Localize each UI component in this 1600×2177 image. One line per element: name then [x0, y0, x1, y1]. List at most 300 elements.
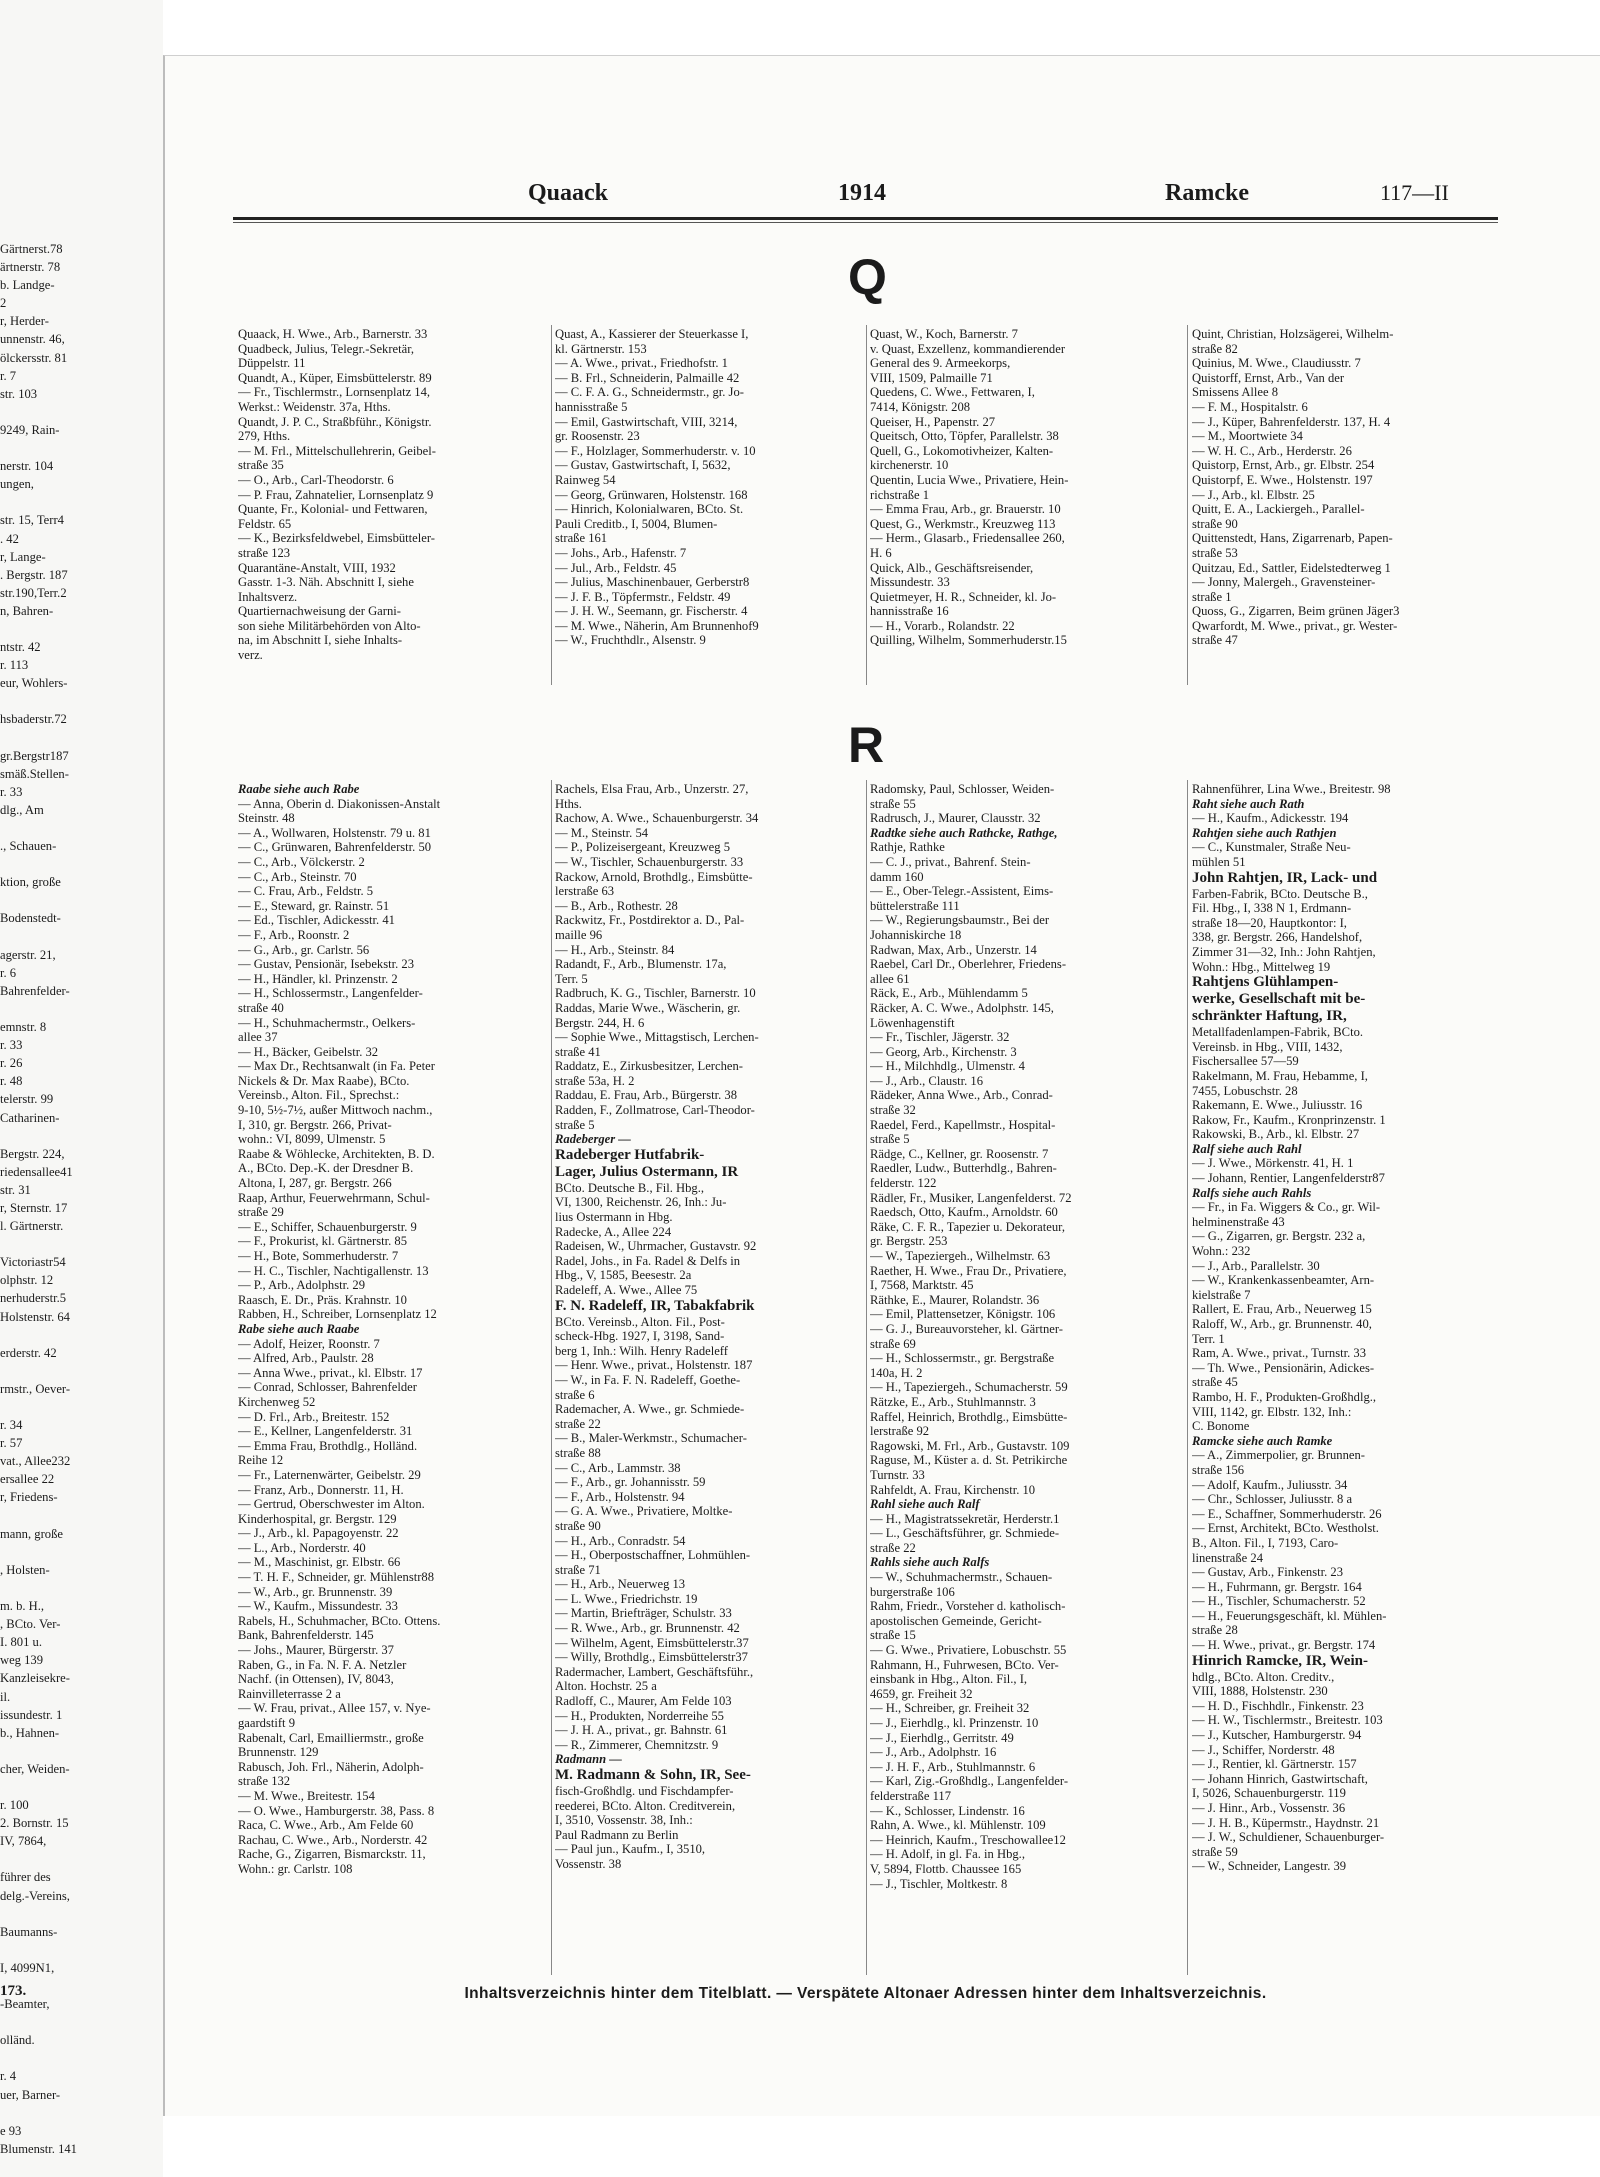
entry-line: — D. Frl., Arb., Breitestr. 152 — [238, 1409, 390, 1424]
adjacent-page-line — [0, 692, 155, 710]
entry-line: Quarantäne-Anstalt, VIII, 1932 — [238, 560, 396, 575]
entry-line: straße 1 — [1192, 589, 1232, 604]
entry-line: straße 29 — [238, 1205, 284, 1220]
entry-line: — W. Frau, privat., Allee 157, v. Nye- — [238, 1701, 431, 1716]
entry-line: werke, Gesellschaft mit be- — [1192, 991, 1366, 1008]
entry-line: — H., Oberpostschaffner, Lohmühlen- — [555, 1548, 751, 1563]
adjacent-page-line — [0, 819, 155, 837]
adjacent-page-line: agerstr. 21, — [0, 947, 56, 962]
entry-line: Radandt, F., Arb., Blumenstr. 17a, — [555, 957, 727, 972]
adjacent-page-line: 2 — [0, 296, 7, 311]
entry-line: — Martin, Briefträger, Schulstr. 33 — [555, 1606, 732, 1621]
entry-line: Rädge, C., Kellner, gr. Roosenstr. 7 — [870, 1146, 1049, 1161]
entry-line: 338, gr. Bergstr. 266, Handelshof, — [1192, 930, 1363, 945]
entry-line: — G., Zigarren, gr. Bergstr. 232 a, — [1192, 1229, 1366, 1244]
adjacent-page-line: r. 7 — [0, 368, 17, 383]
entry-line: Rachow, A. Wwe., Schauenburgerstr. 34 — [555, 811, 759, 826]
entry-line: C. Bonome — [1192, 1419, 1250, 1434]
entry-line: — Gustav, Arb., Finkenstr. 23 — [1192, 1565, 1344, 1580]
adjacent-page-line — [0, 1000, 155, 1018]
entry-line: Radrusch, J., Maurer, Clausstr. 32 — [870, 811, 1041, 826]
entry-line: Rabe siehe auch Raabe — [238, 1321, 360, 1336]
entry-line: linenstraße 24 — [1192, 1550, 1263, 1565]
adjacent-page-line: Baumanns- — [0, 1924, 58, 1939]
entry-line: — J., Kutscher, Hamburgerstr. 94 — [1192, 1728, 1362, 1743]
entry-line: Raap, Arthur, Feuerwehrmann, Schul- — [238, 1190, 430, 1205]
entry-line: — Johs., Maurer, Bürgerstr. 37 — [238, 1643, 394, 1658]
entry-line: Metallfadenlampen-Fabrik, BCto. — [1192, 1025, 1364, 1040]
adjacent-page-line: str. 15, Terr4 — [0, 513, 64, 528]
entry-line: — Georg, Arb., Kirchenstr. 3 — [870, 1044, 1017, 1059]
entry-line: Radomsky, Paul, Schlosser, Weiden- — [870, 782, 1055, 796]
entry-line: — C. F. A. G., Schneidermstr., gr. Jo- — [555, 385, 744, 400]
entry-line: kl. Gärtnerstr. 153 — [555, 341, 647, 356]
entry-line: — Fr., Laternenwärter, Geibelstr. 29 — [238, 1467, 421, 1482]
adjacent-page-line — [0, 1905, 155, 1923]
entry-line: straße 59 — [1192, 1844, 1238, 1859]
entry-line: damm 160 — [870, 869, 924, 884]
column-divider — [1187, 325, 1188, 685]
entry-line: straße 41 — [555, 1044, 601, 1059]
entry-line: Ragowski, M. Frl., Arb., Gustavstr. 109 — [870, 1438, 1070, 1453]
entry-line: — Adolf, Heizer, Roonstr. 7 — [238, 1336, 380, 1351]
entry-line: Rache, G., Zigarren, Bismarckstr. 11, — [238, 1847, 426, 1862]
entry-line: Rahtjen siehe auch Rathjen — [1192, 825, 1337, 840]
adjacent-page-line: eur, Wohlers- — [0, 676, 68, 691]
entry-line: — Max Dr., Rechtsanwalt (in Fa. Peter — [238, 1059, 435, 1074]
entry-line: 140a, H. 2 — [870, 1365, 923, 1380]
entry-line: apostolischen Gemeinde, Gericht- — [870, 1613, 1042, 1628]
adjacent-page-line: ölckersstr. 81 — [0, 350, 68, 365]
entry-line: Gasstr. 1-3. Näh. Abschnitt I, siehe — [238, 575, 414, 590]
entry-line: straße 6 — [555, 1387, 595, 1402]
column-divider — [551, 780, 552, 1975]
entry-line: maille 96 — [555, 927, 603, 942]
entry-line: BCto. Vereinsb., Alton. Fil., Post- — [555, 1314, 725, 1329]
entry-line: — J. F. B., Töpfermstr., Feldstr. 49 — [555, 589, 731, 604]
entry-line: straße 88 — [555, 1445, 601, 1460]
entry-line: Rallert, E. Frau, Arb., Neuerweg 15 — [1192, 1302, 1372, 1317]
entry-line: Rahtjens Glühlampen- — [1192, 974, 1339, 991]
entry-line: straße 15 — [870, 1628, 916, 1643]
entry-line: Raabe & Wöhlecke, Architekten, B. D. — [238, 1146, 435, 1161]
entry-line: — E., Steward, gr. Rainstr. 51 — [238, 898, 390, 913]
entry-line: — H., Schlossermstr., gr. Bergstraße — [870, 1351, 1055, 1366]
entry-line: — H., Magistratssekretär, Herderstr.1 — [870, 1511, 1060, 1526]
adjacent-page-line: r. 4 — [0, 2069, 17, 2084]
entry-line: — Julius, Maschinenbauer, Gerberstr8 — [555, 575, 750, 590]
entry-line: mühlen 51 — [1192, 854, 1246, 869]
entry-line: — W., in Fa. F. N. Radeleff, Goethe- — [555, 1372, 741, 1387]
header-rule-thin — [233, 222, 1498, 223]
entry-line: John Rahtjen, IR, Lack- und — [1192, 869, 1378, 886]
entry-line: — J., Eierhdlg., Gerritstr. 49 — [870, 1730, 1014, 1745]
adjacent-page-line — [0, 1127, 155, 1145]
entry-line: Reihe 12 — [238, 1453, 284, 1468]
entry-line: — B., Arb., Rothestr. 28 — [555, 898, 678, 913]
entry-line: Rathje, Rathke — [870, 840, 945, 855]
entry-line: — O., Arb., Carl-Theodorstr. 6 — [238, 472, 394, 487]
entry-line: H. 6 — [870, 545, 892, 560]
entry-line: — W., Arb., gr. Brunnenstr. 39 — [238, 1584, 393, 1599]
entry-line: Rademacher, A. Wwe., gr. Schmiede- — [555, 1402, 745, 1417]
adjacent-page-line: n, Bahren- — [0, 603, 54, 618]
entry-line: Radloff, C., Maurer, Am Felde 103 — [555, 1694, 732, 1709]
entry-line: I, 310, gr. Bergstr. 266, Privat- — [238, 1117, 392, 1132]
entry-line: — P., Polizeisergeant, Kreuzweg 5 — [555, 840, 730, 855]
entry-line: — Jul., Arb., Feldstr. 45 — [555, 560, 677, 575]
entry-line: — Emil, Gastwirtschaft, VIII, 3214, — [555, 414, 738, 429]
entry-line: Terr. 5 — [555, 971, 588, 986]
entry-line: B., Alton. Fil., I, 7193, Caro- — [1192, 1535, 1339, 1550]
entry-line: — J., Schiffer, Norderstr. 48 — [1192, 1742, 1335, 1757]
entry-line: Radeisen, W., Uhrmacher, Gustavstr. 92 — [555, 1239, 757, 1254]
entry-line: straße 69 — [870, 1336, 916, 1351]
adjacent-page-line: Bodenstedt- — [0, 911, 61, 926]
entry-line: VI, 1300, Reichenstr. 26, Inh.: Ju- — [555, 1195, 727, 1210]
entry-line: Quick, Alb., Geschäftsreisender, — [870, 560, 1034, 575]
section-letter-q: Q — [848, 249, 887, 305]
adjacent-page-line: weg 139 — [0, 1653, 44, 1668]
entry-line: Quedens, C. Wwe., Fettwaren, I, — [870, 385, 1035, 400]
adjacent-page-line: unnenstr. 46, — [0, 332, 65, 347]
entry-line: Quast, W., Koch, Barnerstr. 7 — [870, 327, 1018, 341]
entry-line: Rahmann, H., Fuhrwesen, BCto. Ver- — [870, 1657, 1059, 1672]
entry-line: — J., Arb., Adolphstr. 16 — [870, 1745, 997, 1760]
entry-line: Radbruch, K. G., Tischler, Barnerstr. 10 — [555, 986, 756, 1001]
entry-line: — H. W., Tischlermstr., Breitestr. 103 — [1192, 1713, 1383, 1728]
entry-line: Raabe siehe auch Rabe — [238, 782, 360, 796]
entry-line: I, 5026, Schauenburgerstr. 119 — [1192, 1786, 1346, 1801]
entry-line: Rainvilleterrasse 2 a — [238, 1686, 341, 1701]
entry-line: Rachau, C. Wwe., Arb., Norderstr. 42 — [238, 1832, 428, 1847]
adjacent-page-line: nerhuderstr.5 — [0, 1291, 67, 1306]
entry-line: gr. Bergstr. 253 — [870, 1234, 948, 1249]
entry-line: — M., Maschinist, gr. Elbstr. 66 — [238, 1555, 401, 1570]
entry-line: Quoss, G., Zigarren, Beim grünen Jäger3 — [1192, 604, 1400, 619]
entry-line: — W., Fruchthdlr., Alsenstr. 9 — [555, 633, 706, 648]
entry-line: — Emil, Plattensetzer, Königstr. 106 — [870, 1307, 1056, 1322]
entry-line: Johanniskirche 18 — [870, 927, 962, 942]
adjacent-page-line: il. — [0, 1689, 11, 1704]
adjacent-page-line: uer, Barner- — [0, 2087, 61, 2102]
entry-line: V, 5894, Flottb. Chaussee 165 — [870, 1861, 1022, 1876]
entry-line: Radmann — — [555, 1752, 622, 1767]
adjacent-page-line — [0, 2049, 155, 2067]
entry-line: Raffel, Heinrich, Brothdlg., Eimsbütte- — [870, 1409, 1068, 1424]
entry-line: straße 71 — [555, 1562, 601, 1577]
entry-line: — Ernst, Architekt, BCto. Westholst. — [1192, 1521, 1379, 1536]
entry-line: — E., Schiffer, Schauenburgerstr. 9 — [238, 1219, 417, 1234]
entry-line: Wohn.: 232 — [1192, 1244, 1251, 1259]
adjacent-page-line: Holstenstr. 64 — [0, 1309, 70, 1324]
adjacent-page-line: I, 4099N1, — [0, 1960, 55, 1975]
entry-line: Radel, Johs., in Fa. Radel & Delfs in — [555, 1253, 741, 1268]
entry-line: Raedel, Ferd., Kapellmstr., Hospital- — [870, 1117, 1056, 1132]
entry-line: gaardstift 9 — [238, 1716, 296, 1730]
entry-line: Smissens Allee 8 — [1192, 385, 1279, 400]
header-rule — [233, 217, 1498, 220]
entry-line: Farben-Fabrik, BCto. Deutsche B., — [1192, 886, 1368, 901]
adjacent-page-line: . Bergstr. 187 — [0, 567, 68, 582]
entry-line: — F., Holzlager, Sommerhuderstr. v. 10 — [555, 443, 756, 458]
entry-line: — J. H. W., Seemann, gr. Fischerstr. 4 — [555, 604, 748, 619]
entry-line: Quast, A., Kassierer der Steuerkasse I, — [555, 327, 749, 341]
entry-line: — O. Wwe., Hamburgerstr. 38, Pass. 8 — [238, 1803, 435, 1818]
entry-line: — W., Schuhmachermstr., Schauen- — [870, 1570, 1053, 1585]
entry-line: felderstr. 122 — [870, 1176, 937, 1191]
entry-line: — Gustav, Pensionär, Isebekstr. 23 — [238, 957, 415, 972]
entry-line: Rahm, Friedr., Vorsteher d. katholisch- — [870, 1599, 1066, 1614]
entry-line: — W., Schneider, Langestr. 39 — [1192, 1859, 1347, 1874]
entry-line: büttelerstraße 111 — [870, 898, 960, 913]
header-first-entry: Quaack — [528, 180, 609, 206]
entry-line: hdlg., BCto. Alton. Creditv., — [1192, 1669, 1335, 1684]
entry-line: Hinrich Ramcke, IR, Wein- — [1192, 1652, 1368, 1669]
entry-line: — A. Wwe., privat., Friedhofstr. 1 — [555, 356, 728, 371]
entry-line: Brunnenstr. 129 — [238, 1745, 319, 1760]
entry-line: — H., Milchhdlg., Ulmenstr. 4 — [870, 1059, 1025, 1074]
entry-line: — Ed., Tischler, Adickesstr. 41 — [238, 913, 395, 928]
entry-line: Radwan, Max, Arb., Unzerstr. 14 — [870, 942, 1037, 957]
adjacent-page-line: Gärtnerst.78 — [0, 242, 63, 256]
entry-line: Quell, G., Lokomotivheizer, Kalten- — [870, 443, 1054, 458]
adjacent-page-line: 2. Bornstr. 15 — [0, 1816, 69, 1831]
adjacent-page-line — [0, 1579, 155, 1597]
entry-line: Quadbeck, Julius, Telegr.-Sekretär, — [238, 341, 415, 356]
entry-line: Quistorff, Ernst, Arb., Van der — [1192, 370, 1345, 385]
entry-line: Rakow, Fr., Kaufm., Kronprinzenstr. 1 — [1192, 1112, 1386, 1127]
adjacent-page-line: r. 113 — [0, 658, 29, 673]
entry-line: — H., Tapeziergeh., Schumacherstr. 59 — [870, 1380, 1068, 1395]
entry-line: straße 82 — [1192, 341, 1238, 356]
entry-line: — H., Kaufm., Adickesstr. 194 — [1192, 811, 1349, 826]
column-divider — [551, 325, 552, 685]
entry-line: — E., Ober-Telegr.-Assistent, Eims- — [870, 884, 1054, 899]
entry-line: Quest, G., Werkmstr., Kreuzweg 113 — [870, 516, 1056, 531]
adjacent-page-line: Bahrenfelder- — [0, 983, 70, 998]
entry-line: Ramcke siehe auch Ramke — [1192, 1433, 1333, 1448]
entry-line: — F., Arb., Holstenstr. 94 — [555, 1489, 685, 1504]
adjacent-page-line — [0, 620, 155, 638]
entry-line: allee 61 — [870, 971, 910, 986]
entry-line: — C., Arb., Völckerstr. 2 — [238, 854, 365, 869]
entry-line: 9-10, 5½-7½, außer Mittwoch nachm., — [238, 1103, 433, 1118]
entry-line: — H., Händler, kl. Prinzenstr. 2 — [238, 971, 398, 986]
entry-line: I, 3510, Vossenstr. 38, Inh.: — [555, 1813, 693, 1828]
entry-line: — C. J., privat., Bahrenf. Stein- — [870, 854, 1031, 869]
entry-line: General des 9. Armeekorps, — [870, 356, 1011, 371]
entry-line: A., BCto. Dep.-K. der Dresdner B. — [238, 1161, 414, 1176]
entry-line: straße 90 — [1192, 516, 1238, 531]
entry-line: — H., Arb., Conradstr. 54 — [555, 1533, 686, 1548]
entry-line: Hbg., V, 1585, Beesestr. 2a — [555, 1268, 692, 1283]
adjacent-page-line: str.190,Terr.2 — [0, 585, 67, 600]
entry-line: Quitzau, Ed., Sattler, Eidelstedterweg 1 — [1192, 560, 1391, 575]
adjacent-page-line: , BCto. Ver- — [0, 1617, 61, 1632]
adjacent-page-line: ärtnerstr. 78 — [0, 260, 61, 275]
entry-line: BCto. Deutsche B., Fil. Hbg., — [555, 1180, 705, 1195]
entry-line: Rainweg 54 — [555, 472, 616, 487]
entry-line: straße 22 — [555, 1416, 601, 1431]
entry-line: straße 18—20, Hauptkontor: I, — [1192, 915, 1347, 930]
entry-line: Qwarfordt, M. Wwe., privat., gr. Wester- — [1192, 618, 1398, 633]
adjacent-page-line: issundestr. 1 — [0, 1707, 63, 1722]
q-column-1 — [238, 327, 546, 663]
entry-line: — Sophie Wwe., Mittagstisch, Lerchen- — [555, 1030, 759, 1045]
entry-line: Radeberger Hutfabrik- — [555, 1146, 705, 1163]
adjacent-page-line: r, Friedens- — [0, 1490, 58, 1505]
entry-line: Raca, C. Wwe., Arb., Am Felde 60 — [238, 1818, 414, 1833]
adjacent-page-line: str. 103 — [0, 386, 38, 401]
entry-line: I, 7568, Marktstr. 45 — [870, 1278, 974, 1293]
entry-line: — H. D., Fischhdlr., Finkenstr. 23 — [1192, 1698, 1364, 1713]
entry-line: — R. Wwe., Arb., gr. Brunnenstr. 42 — [555, 1621, 740, 1636]
section-letter-r: R — [848, 717, 885, 773]
entry-line: — C., Kunstmaler, Straße Neu- — [1192, 840, 1351, 855]
adjacent-page-line: erderstr. 42 — [0, 1345, 57, 1360]
adjacent-page-line: dlg., Am — [0, 802, 44, 817]
adjacent-page-line — [0, 2104, 155, 2122]
adjacent-page-line: emnstr. 8 — [0, 1020, 47, 1035]
entry-line: — G. J., Bureauvorsteher, kl. Gärtner- — [870, 1321, 1063, 1336]
entry-line: fisch-Großhdlg. und Fischdampfer- — [555, 1784, 734, 1798]
entry-line: — M., Moortwiete 34 — [1192, 429, 1303, 444]
entry-line: berg 1, Inh.: Wilh. Henry Radeleff — [555, 1343, 728, 1358]
header-year: 1914 — [838, 180, 886, 206]
entry-line: — H., Bäcker, Geibelstr. 32 — [238, 1044, 379, 1059]
entry-line: — H., Schreiber, gr. Freiheit 32 — [870, 1701, 1030, 1716]
entry-line: — F., Prokurist, kl. Gärtnerstr. 85 — [238, 1234, 408, 1249]
adjacent-page-line: b. Landge- — [0, 278, 55, 293]
entry-line: — M. Wwe., Näherin, Am Brunnenhof9 — [555, 618, 759, 633]
adjacent-page-line — [0, 729, 155, 747]
entry-line: — E., Schaffner, Sommerhuderstr. 26 — [1192, 1506, 1382, 1521]
entry-line: Rädler, Fr., Musiker, Langenfelderst. 72 — [870, 1190, 1072, 1205]
adjacent-page-line — [0, 855, 155, 873]
entry-line: Turnstr. 33 — [870, 1467, 925, 1482]
entry-line: Quinius, M. Wwe., Claudiusstr. 7 — [1192, 356, 1361, 371]
entry-line: straße 47 — [1192, 633, 1238, 648]
adjacent-page-line: . 42 — [0, 531, 19, 546]
adjacent-page-line — [0, 1398, 155, 1416]
entry-line: — J. W., Schuldiener, Schauenburger- — [1192, 1830, 1385, 1845]
entry-line: Altona, I, 287, gr. Bergstr. 266 — [238, 1176, 392, 1191]
entry-line: Bergstr. 244, H. 6 — [555, 1015, 645, 1030]
entry-line: Raht siehe auch Rath — [1192, 796, 1305, 811]
entry-line: Radermacher, Lambert, Geschäftsführ., — [555, 1664, 754, 1679]
entry-line: — J., Arb., Claustr. 16 — [870, 1073, 983, 1088]
adjacent-page-line: telerstr. 99 — [0, 1092, 54, 1107]
adjacent-page-line: nerstr. 104 — [0, 459, 54, 474]
q-column-3 — [870, 327, 1178, 648]
entry-line: M. Radmann & Sohn, IR, See- — [555, 1767, 751, 1783]
adjacent-page-line — [0, 1742, 155, 1760]
entry-line: — F., Arb., gr. Johannisstr. 59 — [555, 1475, 706, 1490]
entry-line: Missundestr. 33 — [870, 575, 950, 590]
entry-line: Hths. — [555, 796, 582, 811]
entry-line: Steinstr. 48 — [238, 811, 295, 826]
entry-line: Raedler, Ludw., Butterhdlg., Bahren- — [870, 1161, 1057, 1176]
adjacent-page-line — [0, 1326, 155, 1344]
entry-line: Vereinsb. in Hbg., VIII, 1432, — [1192, 1039, 1343, 1054]
entry-line: — W., Krankenkassenbeamter, Arn- — [1192, 1273, 1375, 1288]
entry-line: — H., Vorarb., Rolandstr. 22 — [870, 618, 1015, 633]
entry-line: — G., Arb., gr. Carlstr. 56 — [238, 942, 370, 957]
entry-line: — J., Arb., Parallelstr. 30 — [1192, 1258, 1320, 1273]
adjacent-page-line: str. 31 — [0, 1182, 31, 1197]
adjacent-page-line: r, Herder- — [0, 314, 49, 329]
adjacent-page-line — [0, 1941, 155, 1959]
adjacent-page-line: r. 48 — [0, 1074, 23, 1089]
entry-line: — C., Arb., Lammstr. 38 — [555, 1460, 681, 1475]
entry-line: — Th. Wwe., Pensionärin, Adickes- — [1192, 1360, 1375, 1375]
entry-line: Raedsch, Otto, Kaufm., Arnoldstr. 60 — [870, 1205, 1058, 1220]
adjacent-page-line: b., Hahnen- — [0, 1725, 60, 1740]
entry-line: straße 40 — [238, 1000, 284, 1015]
entry-line: Quittenstedt, Hans, Zigarrenarb, Papen- — [1192, 531, 1393, 546]
entry-line: Quistorpf, E. Wwe., Holstenstr. 197 — [1192, 472, 1373, 487]
entry-line: — Johann, Rentier, Langenfelderstr87 — [1192, 1171, 1385, 1186]
entry-line: Räthke, E., Maurer, Rolandstr. 36 — [870, 1292, 1040, 1307]
entry-line: Radecke, A., Allee 224 — [555, 1224, 672, 1239]
entry-line: gr. Roosenstr. 23 — [555, 429, 640, 444]
entry-line: 7414, Königstr. 208 — [870, 399, 971, 414]
entry-line: — M., Steinstr. 54 — [555, 825, 649, 840]
adjacent-page-line: m. b. H., — [0, 1599, 45, 1614]
entry-line: — Anna, Oberin d. Diakonissen-Anstalt — [238, 796, 441, 811]
adjacent-page-line: ntstr. 42 — [0, 640, 41, 655]
entry-line: — Herm., Glasarb., Friedensallee 260, — [870, 531, 1065, 546]
footer-notice: Inhaltsverzeichnis hinter dem Titelblatt. — Verspätete Altonaer Adressen hinter dem Inhaltsverzeichnis. — [464, 1985, 1267, 2002]
entry-line: 7455, Lobuschstr. 28 — [1192, 1083, 1298, 1098]
entry-line: Inhaltsverz. — [238, 589, 298, 604]
entry-line: — H., Fuhrmann, gr. Bergstr. 164 — [1192, 1579, 1362, 1594]
entry-line: Lager, Julius Ostermann, IR — [555, 1163, 739, 1180]
entry-line: Ralfs siehe auch Rahls — [1192, 1185, 1312, 1200]
adjacent-page-line — [0, 1362, 155, 1380]
entry-line: F. N. Radeleff, IR, Tabakfabrik — [555, 1297, 755, 1314]
adjacent-page-line: Victoriastr54 — [0, 1255, 66, 1270]
entry-line: Raddas, Marie Wwe., Wäscherin, gr. — [555, 1000, 741, 1015]
entry-line: Quentin, Lucia Wwe., Privatiere, Hein- — [870, 472, 1069, 487]
entry-line: Rahn, A. Wwe., kl. Mühlenstr. 109 — [870, 1818, 1046, 1833]
entry-line: Rachels, Elsa Frau, Arb., Unzerstr. 27, — [555, 782, 749, 796]
entry-line: Rädeker, Anna Wwe., Arb., Conrad- — [870, 1088, 1053, 1103]
entry-line: — T. H. F., Schneider, gr. Mühlenstr88 — [238, 1570, 435, 1585]
r-column-2 — [555, 782, 863, 1872]
entry-line: helminenstraße 43 — [1192, 1214, 1285, 1229]
adjacent-page-line: smäß.Stellen- — [0, 766, 69, 781]
entry-line: Wohn.: gr. Carlstr. 108 — [238, 1861, 353, 1876]
adjacent-page-line — [0, 439, 155, 457]
entry-line: Ralf siehe auch Rahl — [1192, 1141, 1302, 1156]
entry-line: — Heinrich, Kaufm., Treschowallee12 — [870, 1832, 1066, 1847]
entry-line: Rakowski, B., Arb., kl. Elbstr. 27 — [1192, 1127, 1360, 1142]
entry-line: — W., Regierungsbaumstr., Bei der — [870, 913, 1050, 928]
entry-line: — B. Frl., Schneiderin, Palmaille 42 — [555, 370, 740, 385]
entry-line: Düppelstr. 11 — [238, 356, 306, 371]
entry-line: straße 90 — [555, 1518, 601, 1533]
adjacent-page-line: r. 57 — [0, 1436, 23, 1451]
entry-line: — J., Arb., kl. Elbstr. 25 — [1192, 487, 1315, 502]
entry-line: — H., Arb., Neuerweg 13 — [555, 1577, 686, 1592]
adjacent-page-line: -Beamter, — [0, 1997, 50, 2012]
entry-line: Raddau, E. Frau, Arb., Bürgerstr. 38 — [555, 1088, 738, 1103]
entry-line: Räke, C. F. R., Tapezier u. Dekorateur, — [870, 1219, 1065, 1234]
entry-line: Rahfeldt, A. Frau, Kirchenstr. 10 — [870, 1482, 1036, 1497]
entry-line: Rätzke, E., Arb., Stuhlmannstr. 3 — [870, 1394, 1036, 1409]
